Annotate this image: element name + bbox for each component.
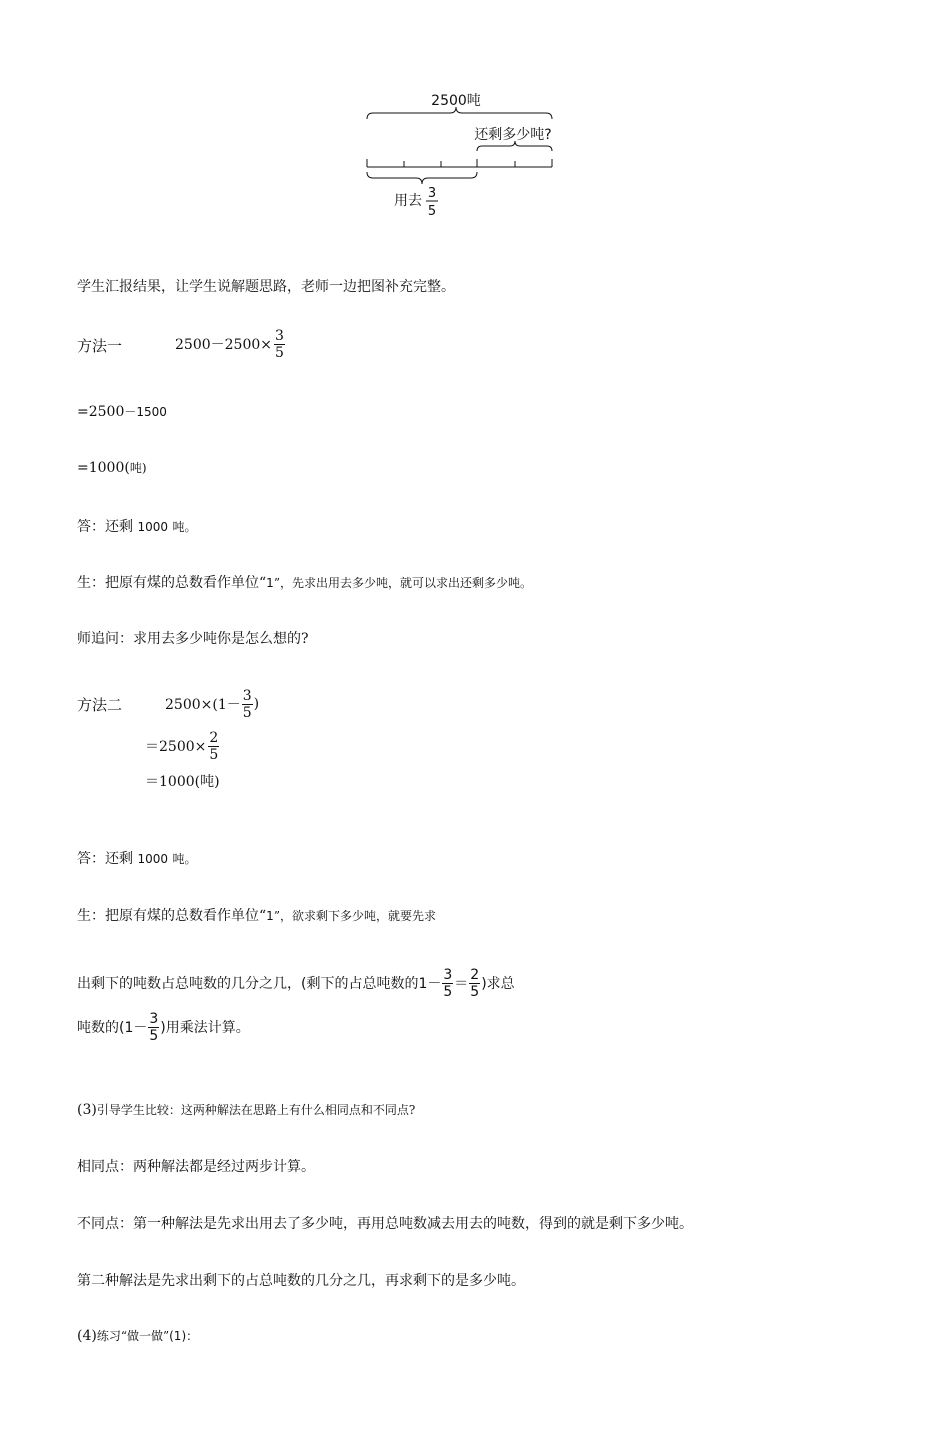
m2-step1-den: 5 [209,746,219,763]
stu2-b: 1 [266,909,274,923]
section-4-prompt [77,1327,198,1344]
m2-expr-a: 2500×(1－ [165,697,241,713]
diagram-used-num: 3 [427,186,437,201]
ans1-a: 答：还剩 [77,519,133,535]
m2-step1-num: 2 [209,729,219,746]
s4-text: 练习“做一做” [96,1329,170,1343]
line-a-num2: 2 [470,966,480,983]
same-point: 相同点：两种解法都是经过两步计算。 [77,1159,315,1175]
stu1-b: 1 [266,576,274,590]
s4-number: (4) [77,1328,97,1344]
line-a-eq: ＝ [454,976,469,992]
ans2-b: 1000 [137,852,168,866]
method-two-step2: ＝1000(吨) [145,774,220,790]
m1-step1-b: －1500 [124,405,167,419]
m1-step2-a: =1000( [77,460,130,476]
teacher-question: 师追问：求用去多少吨你是怎么想的? [77,631,309,647]
line-a-den2: 5 [470,983,480,1000]
method-one-title: 方法一 [77,337,123,355]
m2-expr-fraction [242,689,253,720]
different-point: 不同点：第一种解法是先求出用去了多少吨，再用总吨数减去用去的吨数，得到的就是剩下多少吨。 [77,1216,693,1232]
line-b-text: 吨数的(1－ [77,1020,148,1036]
report-paragraph: 学生汇报结果，让学生说解题思路，老师一边把图补充完整。 [77,279,455,295]
m2-expr-close: ) [253,696,260,712]
student-two-reply [77,905,436,925]
answer-one [77,516,196,536]
ans1-b: 1000 [137,520,168,534]
method-two-title: 方法二 [77,696,123,714]
diagram-used-den: 5 [427,204,437,219]
ans1-c: 吨。 [172,520,197,534]
line-b-tail: )用乘法计算。 [160,1020,250,1036]
m2-expr-num: 3 [242,687,252,704]
m1-step1 [77,403,167,420]
s3-number: (3) [77,1102,97,1118]
m1-expr-text: 2500－2500× [175,337,272,353]
line-a-num1: 3 [443,966,453,983]
stu1-c: ”，先求出用去多少吨，就可以求出还剩多少吨。 [273,576,532,590]
m1-num: 3 [275,327,284,344]
method-one-expression [175,322,285,366]
line-a-fraction-1 [442,968,453,999]
line-b-fraction [148,1012,159,1043]
m1-den: 5 [275,344,284,361]
line-a-text: 出剩下的吨数占总吨数的几分之几，(剩下的占总吨数的1－ [77,976,442,992]
second-method-note: 第二种解法是先求出剩下的占总吨数的几分之几，再求剩下的是多少吨。 [77,1273,525,1289]
s4-suffix: (1)： [169,1329,199,1343]
s3-text: 引导学生比较：这两种解法在思路上有什么相同点和不同点? [96,1103,416,1117]
section-3-prompt [77,1101,415,1118]
stu2-c: ”，欲求剩下多少吨，就要先求 [273,909,436,923]
m1-fraction [274,329,285,360]
line-a-tail: )求总 [481,976,515,992]
ans2-a: 答：还剩 [77,851,133,867]
line-b-den: 5 [149,1027,159,1044]
answer-two [77,848,196,868]
explanation-line-a [77,962,515,1004]
m2-step1-fraction [208,731,219,762]
line-b-num: 3 [149,1010,159,1027]
diagram-used-label: 用去 [394,193,422,209]
segment-diagram [350,85,580,225]
m1-step2 [77,459,147,476]
line-a-den1: 5 [443,983,453,1000]
line-a-fraction-2 [469,968,480,999]
m1-step1-a: =2500 [77,404,125,420]
diagram-remain-label: 还剩多少吨? [474,127,552,143]
segment-ticks [367,159,552,167]
m1-step2-b: 吨) [129,461,147,475]
method-two-expression [165,684,259,724]
ans2-c: 吨。 [172,852,197,866]
explanation-line-b [77,1006,250,1048]
stu2-a: 生：把原有煤的总数看作单位“ [77,908,267,924]
method-two-step1 [145,726,219,766]
diagram-total-label: 2500吨 [431,93,481,109]
m2-step1-text: ＝2500× [145,739,207,755]
used-brace [367,172,477,184]
m2-expr-den: 5 [242,704,252,721]
student-one-reply [77,572,532,592]
stu1-a: 生：把原有煤的总数看作单位“ [77,575,267,591]
